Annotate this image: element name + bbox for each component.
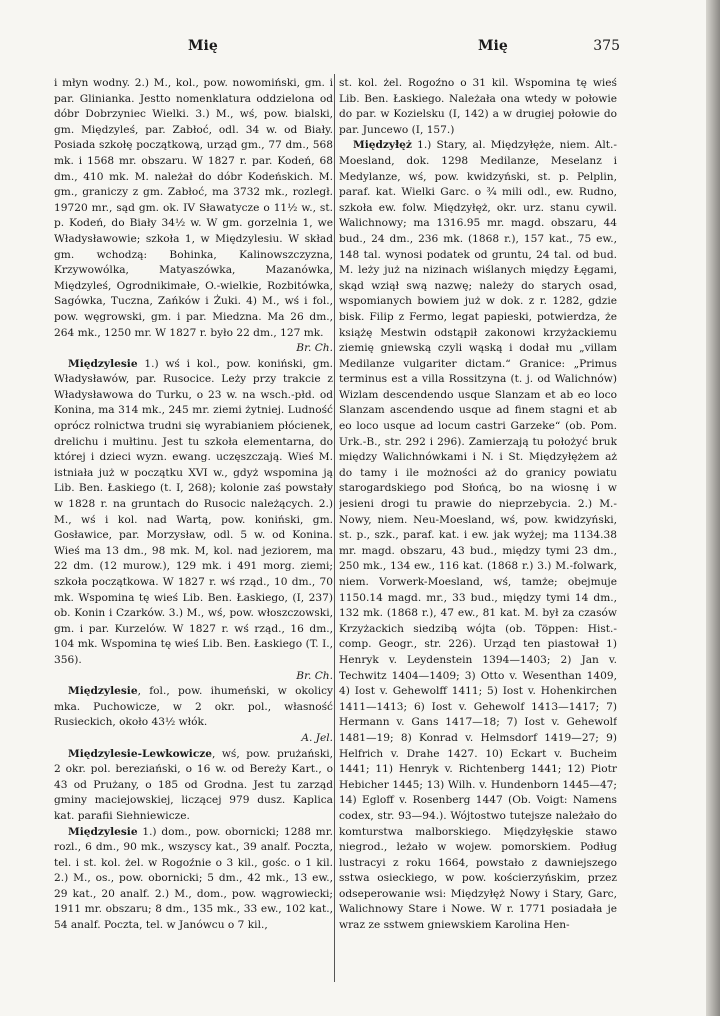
entry-text: i młyn wodny. 2.) M., kol., pow. nowomiński, gm. i par. Glinianka. Jestto nomenklatura oddzielona od dóbr Dobrzyniec Wielki. 3.) M., wś, pow. bialski, gm. Międzyleś, par. Zabłoć, odl. 34 w. od Biały. Posiada szkołę początkową, urząd gm., 77 dm., 568 mk. i 1568 mr. obszaru. W 1827 r. par. Kodeń, 68 dm., 410 mk. M. należał do dóbr Kodeńskich. M. gm., graniczy z gm. Zabłoć, ma 3732 mk., rozległ. 19720 mr., sąd gm. ok. IV Sławatycze o 11½ w., st. p. Kodeń, do Biały 34½ w. W gm. gorzelnia 1, we Władysławowie; szkoła 1, w Międzylesiu. W skład gm. wchodzą: Bohinka, Kalinowszczyzna, Krzywowólka, Matyaszówka, Mazanówka, Międzyleś, Ogrodnikimałe, O.-wielkie, Rozbitówka, Sagówka, Tuczna, Zańków i Żuki. 4) M., wś i fol., pow. węgrowski, gm. i par. Miedzna. Ma 26 dm., 264 mk., 1250 mr. W 1827 r. było 22 dm., 127 mk. [54, 77, 333, 339]
entry [339, 138, 617, 933]
entry [339, 76, 617, 138]
entry [54, 684, 333, 746]
entry-headword: Międzylesie [68, 825, 138, 838]
entry-signature: Br. Ch. [296, 669, 333, 682]
entry-text: 1.) dom., pow. obornicki; 1288 mr. rozl., 6 dm., 90 mk., wszyscy kat., 39 analf. Poczta, tel. i st. kol. żel. w Rogoźnie o 3 kil., gośc. o 1 kil. 2.) M., os., pow. obornicki; 5 dm., 42 mk., 13 ew., 29 kat., 20 analf. 2.) M., dom., pow. wągrowiecki; 1911 mr. obszaru; 8 dm., 135 mk., 33 ew., 102 kat., 54 analf. Poczta, tel. w Janówcu o 7 kil., [54, 825, 333, 932]
entry-text: 1.) wś i kol., pow. koniński, gm. Władysławów, par. Rusocice. Leży przy trakcie z Władysławowa do Turku, o 23 w. na wsch.-płd. od Konina, ma 314 mk., 245 mr. ziemi żytniej. Ludność oprócz rolnictwa trudni się wyrabianiem płócienek, drelichu i mułtinu. Jest tu szkoła elementarna, do której i dzieci wyzn. ewang. uczęszczają. Wieś M. istniała już w początku XVI w., gdyż wspomina ją Lib. Ben. Łaskiego (t. I, 268); kolonie zaś powstały w 1828 r. na gruntach do Rusocic należących. 2.) M., wś i kol. nad Wartą, pow. koniński, gm. Gosławice, par. Morzysław, odl. 5 w. od Konina. Wieś ma 13 dm., 98 mk. M, kol. nad jeziorem, ma 22 dm. (12 murow.), 129 mk. i 491 morg. ziemi; szkoła początkowa. W 1827 r. wś rząd., 10 dm., 70 mk. Wspomina tę wieś Lib. Ben. Łaskiego, (I, 237) ob. Konin i Czarków. 3.) M., wś, pow. włoszczowski, gm. i par. Kurzelów. W 1827 r. wś rząd., 16 dm., 104 mk. Wspomina tę wieś Lib. Ben. Łaskiego (T. I., 356). [54, 357, 333, 666]
entry [54, 825, 333, 934]
entry-signature: A. Jel. [301, 731, 333, 744]
page-number: 375 [593, 38, 620, 54]
entry [54, 357, 333, 684]
entry-text: , fol., pow. ihumeński, w okolicy mka. Puchowicze, w 2 okr. pol., własność Rusieckich, około 43½ włók. [54, 685, 333, 729]
entry-text: 1.) Stary, al. Międzyłęże, niem. Alt.-Moesland, dok. 1298 Medilanze, Meselanz i Medylanze, wś, pow. kwidzyński, st. p. Pelplin, paraf. kat. Wielki Garc. o ¾ mili odl., ew. Rudno, szkoła ew. folw. Międzyłęż, okr. urz. stanu cywil. Walichnowy; ma 1316.95 mr. magd. obszaru, 44 bud., 24 dm., 236 mk. (1868 r.), 157 kat., 75 ew., 148 tal. wynosi podatek od gruntu, 24 tal. od bud. M. leży już na nizinach wiślanych między Łęgami, skąd wziął swą nazwę; należy do starych osad, wspomianych bowiem już w dok. z r. 1282, gdzie bisk. Filip z Fermo, legat papieski, potwierdza, że książę Mestwin odstąpił zakonowi krzyżackiemu ziemię gniewską czyli wąską i dodał mu „villam Medilanze vulgariter dictam.“ Granice: „Primus terminus est a villa Rossitzyna (t. j. od Walichnów) Wizlam descendendo usque Slanzam et ab eo loco Slanzam ascendendo usque ad finem stagni et ab eo loco usque ad locum castri Garzeke“ (ob. Pom. Urk.-B., str. 292 i 296). Zamierzają tu położyć bruk między Walichnówkami i N. i St. Międzyłężem aż do tamy i ile możności aż do granicy powiatu starogardskiego pod Słońcą, bo na wiosnę i w jesieni drogi tu prawie do nieprzebycia. 2.) M.-Nowy, niem. Neu-Moesland, wś, pow. kwidzyński, st. p., szk., paraf. kat. i ew. jak wyżej; ma 1134.38 mr. magd. obszaru, 43 bud., między tymi 23 dm., 250 mk., 134 ew., 116 kat. (1868 r.) 3.) M.-folwark, niem. Vorwerk-Moesland, wś, tamże; obejmuje 1150.14 magd. mr., 33 bud., między tymi 14 dm., 132 mk. (1868 r.), 47 ew., 81 kat. M. był za czasów Krzyżackich siedzibą wójta (ob. Töppen: Hist.-comp. Geogr., str. 226). Urząd ten piastował 1) Henryk v. Leydenstein 1394—1403; 2) Jan v. Techwitz 1404—1409; 3) Otto v. Wesenthan 1409, 4) Iost v. Gehewolff 1411; 5) Iost v. Hohenkirchen 1411—1413; 6) Iost v. Gehewolf 1413—1417; 7) Hermann v. Gans 1417—18; 7) Iost v. Gehewolf 1481—19; 8) Konrad v. Helmsdorf 1419—27; 9) Helfrich v. Drahe 1427. 10) Eckart v. Bucheim 1441; 11) Henryk v. Richtenberg 1441; 12) Piotr Hebicher 1445; 13) Wilh. v. Hundenborn 1445—47; 14) Egloff v. Rosenberg 1447 (Ob. Voigt: Namens codex, str. 93—94.). Wójtostwo tutejsze należało do komturstwa malborskiego. Międzyłęskie stawo niegrod., leżało w wojew. pomorskiem. Podług lustracyi z roku 1664, powstało z dawniejszego sstwa osieckiego, w pow. kościerzyńskim, przez odseperowanie wsi: Międzyłęż Nowy i Stary, Garc, Walichnowy Stare i Nowe. W r. 1771 posiadała je wraz ze sstwem gniewskiem Karolina Hen- [339, 139, 617, 932]
right-column [339, 76, 617, 934]
entry-signature: Br. Ch. [296, 342, 333, 355]
entry [54, 747, 333, 825]
entry-text: st. kol. żel. Rogoźno o 31 kil. Wspomina tę wieś Lib. Ben. Łaskiego. Należała ona wtedy w połowie do par. w Kozielsku (I, 142) a w drugiej połowie do par. Juncewo (I, 157.) [339, 77, 617, 136]
header-left-word: Mię [188, 38, 218, 54]
entry-headword: Międzylesie [68, 357, 138, 370]
page-header [60, 38, 620, 62]
left-column [54, 76, 333, 934]
entry-text: , wś, pow. prużański, 2 okr. pol. bereziański, o 16 w. od Bereży Kart., o 43 od Prużany, o 185 od Grodna. Jest tu zarząd gminy maciejowskiej, liczącej 979 dusz. Kaplica kat. parafii Siehniewicze. [54, 747, 333, 822]
column-divider [334, 74, 335, 982]
entry-headword: Międzylesie-Lewkowicze [68, 747, 213, 760]
entry-headword: Międzylesie [68, 685, 138, 698]
page-edge-shadow [706, 0, 720, 1016]
header-center-word: Mię [478, 38, 508, 54]
entry [54, 76, 333, 357]
entry-headword: Międzyłęż [353, 139, 412, 152]
